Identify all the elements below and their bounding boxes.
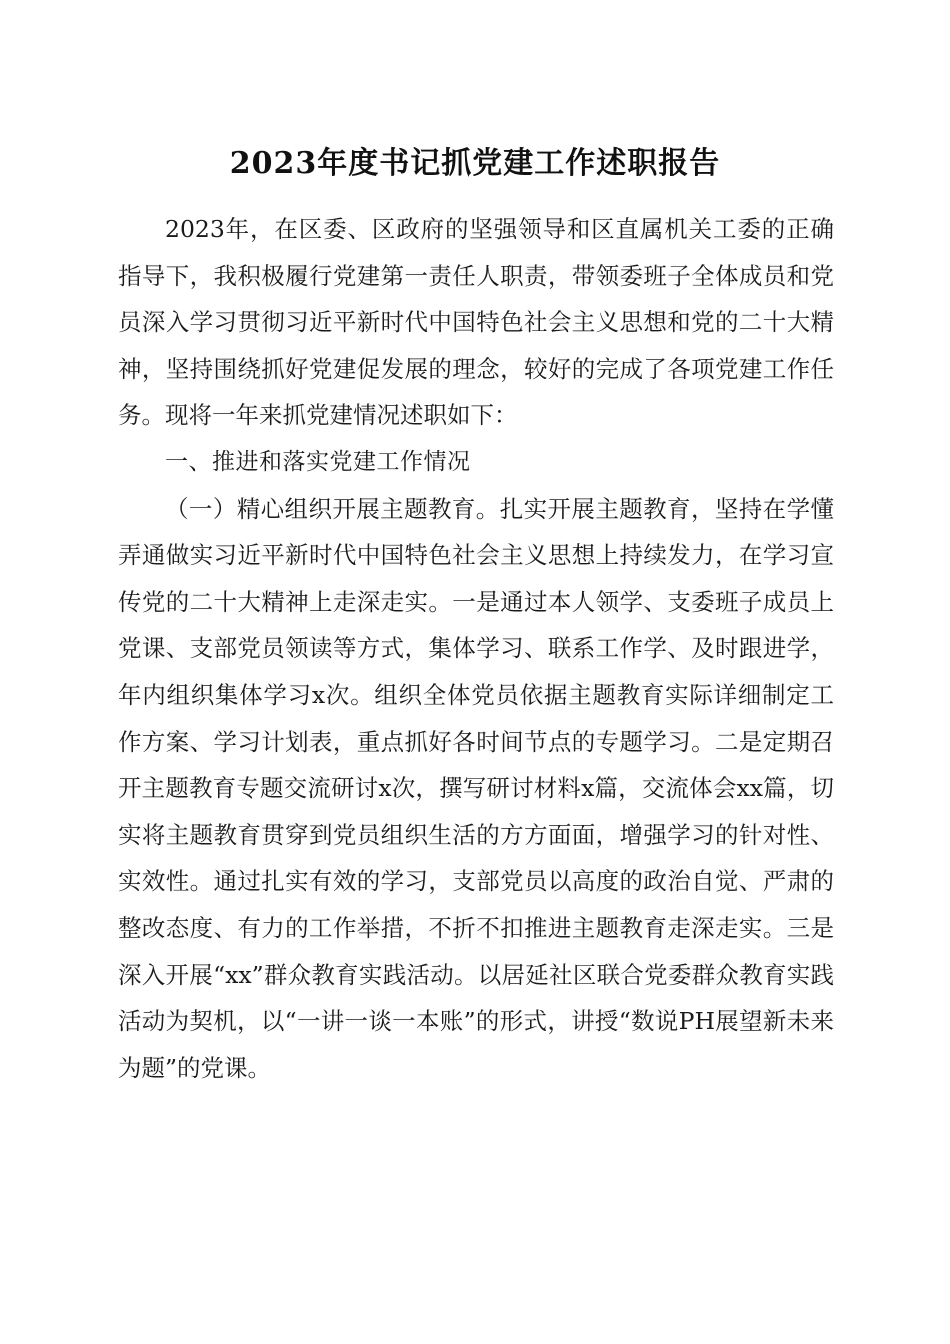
subsection-paragraph-1: [118, 486, 834, 1092]
document-title: 2023年度书记抓党建工作述职报告: [229, 146, 721, 181]
subsection-text-1: 扎实开展主题教育，坚持在学懂弄通做实习近平新时代中国特色社会主义思想上持续发力，在学习宣传党的二十大精神上走深走实。一是通过本人领学、支委班子成员上党课、支部党员领读等方式，集体学习、联系工作学、及时跟进学，年内组织集体学习x次。组织全体党员依据主题教育实际详细制定工作方案、学习计划表，重点抓好各时间节点的专题学习。二是定期召开主题教育专题交流研讨x次，撰写研讨材料x篇，交流体会xx篇，切实将主题教育贯穿到党员组织生活的方方面面，增强学习的针对性、实效性。通过扎实有效的学习，支部党员以高度的政治自觉、严肃的整改态度、有力的工作举措，不折不扣推进主题教育走深走实。三是深入开展“xx”群众教育实践活动。以居延社区联合党委群众教育实践活动为契机，以“一讲一谈一本账”的形式，讲授“数说PH展望新未来为题”的党课。: [118, 494, 834, 1082]
subsection-title-1: （一）精心组织开展主题教育。: [165, 494, 500, 523]
section-heading-1: 一、推进和落实党建工作情况: [165, 448, 471, 475]
intro-paragraph: 2023年，在区委、区政府的坚强领导和区直属机关工委的正确指导下，我积极履行党建第一责任人职责，带领委班子全体成员和党员深入学习贯彻习近平新时代中国特色社会主义思想和党的二十大精神，坚持围绕抓好党建促发展的理念，较好的完成了各项党建工作任务。现将一年来抓党建情况述职如下：: [118, 215, 834, 430]
document-body: [118, 206, 834, 1091]
